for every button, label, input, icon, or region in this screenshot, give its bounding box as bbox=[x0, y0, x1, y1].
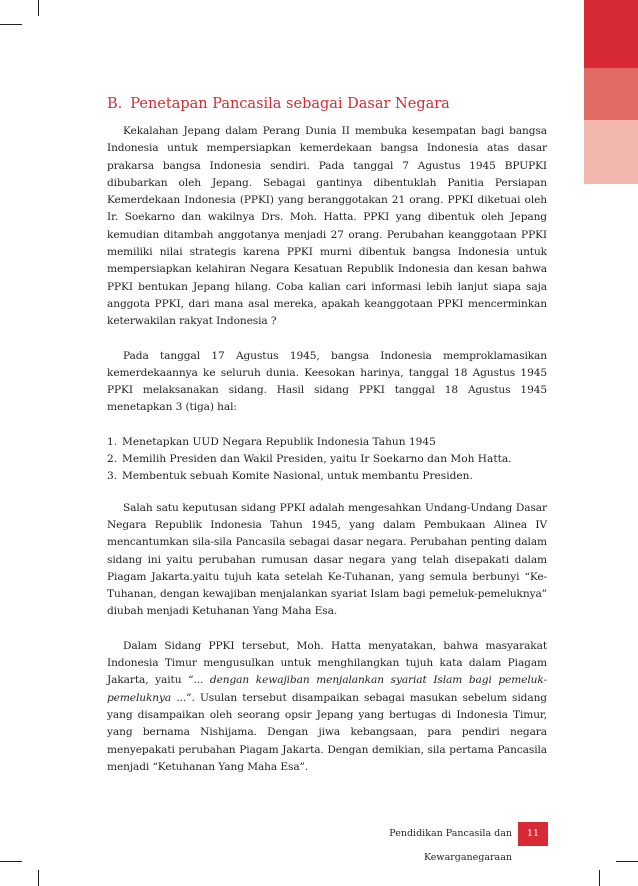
paragraph-4: Dalam Sidang PPKI tersebut, Moh. Hatta menyatakan, bahwa masyarakat Indonesia Timur mengusulkan untuk menghilangkan tujuh kata dalam Piagam Jakarta, yaitu “... dengan kewajiban menjalankan syariat Islam bagi pemeluk-pemeluknya ...”. Usulan tersebut disampaikan sebagai masukan sebelum sidang yang disampaikan oleh seorang opsir Jepang yang bertugas di Indonesia Timur, yang bernama Nishijama. Dengan jiwa kebangsaan, para pendiri negara menyepakati perubahan Piagam Jakarta. Dengan demikian, sila pertama Pancasila menjadi “Ketuhanan Yang Maha Esa”. bbox=[107, 639, 548, 773]
crop-mark-tl-h bbox=[0, 24, 22, 25]
section-title: Penetapan Pancasila sebagai Dasar Negara bbox=[130, 96, 450, 112]
list-item: 2. Memilih Presiden dan Wakil Presiden, yaitu Ir Soekarno dan Moh Hatta. bbox=[107, 453, 512, 466]
crop-mark-bl-v bbox=[38, 870, 39, 886]
crop-mark-bl-h bbox=[0, 861, 22, 862]
italic-quote: ... dengan kewajiban menjalankan syariat Islam bagi pemeluk-pemeluknya ... bbox=[107, 674, 548, 704]
decision-list bbox=[107, 434, 547, 486]
paragraph-1-text: Kekalahan Jepang dalam Perang Dunia II membuka kesempatan bagi bangsa Indonesia untuk mempersiapkan kemerdekaan bangsa Indonesia atas dasar prakarsa bangsa Indonesia sendiri. Pada tanggal 7 Agustus 1945 BPUPKI dibubarkan oleh Jepang. Sebagai gantinya dibentuklah Panitia Persiapan Kemerdekaan Indonesia (PPKI) yang beranggotakan 21 orang. PPKI diketuai oleh Ir. Soekarno dan wakilnya Drs. Moh. Hatta. PPKI yang dibentuk oleh Jepang kemudian ditambah anggotanya menjadi 27 orang. Perubahan keanggotaan PPKI memiliki nilai strategis karena PPKI murni dibentuk bangsa Indonesia untuk mempersiapkan kelahiran Negara Kesatuan Republik Indonesia dan kesan bahwa PPKI bentukan Jepang hilang. Coba kalian cari informasi lebih lanjut siapa saja anggota PPKI, dari mana asal mereka, apakah keanggotaan PPKI mencerminkan keterwakilan rakyat Indonesia ? bbox=[107, 125, 547, 328]
footer-book-title: Pendidikan Pancasila dan Kewarganegaraan bbox=[389, 828, 512, 863]
list-item: 3. Membentuk sebuah Komite Nasional, untuk membantu Presiden. bbox=[107, 470, 473, 483]
section-heading bbox=[107, 96, 547, 112]
page-content bbox=[107, 96, 547, 793]
side-tab-pink bbox=[584, 120, 638, 184]
side-tab-red bbox=[584, 0, 638, 68]
paragraph-3 bbox=[107, 500, 547, 621]
page-number: 11 bbox=[518, 822, 548, 846]
paragraph-3-text: Salah satu keputusan sidang PPKI adalah mengesahkan Undang-Undang Dasar Negara Republik Indonesia Tahun 1945, yang dalam Pembukaan Alinea IV mencantumkan sila-sila Pancasila sebagai dasar negara. Perubahan penting dalam sidang ini yaitu perubahan rumusan dasar negara yang telah disepakati dalam Piagam Jakarta.yaitu tujuh kata setelah Ke-Tuhanan, yang semula berbunyi “Ke-Tuhanan, dengan kewajiban menjalankan syariat Islam bagi pemeluk-pemeluknya” diubah menjadi Ketuhanan Yang Maha Esa. bbox=[107, 501, 547, 618]
crop-mark-tl-v bbox=[38, 0, 39, 16]
side-tab-salmon bbox=[584, 68, 638, 120]
list-item: 1. Menetapkan UUD Negara Republik Indonesia Tahun 1945 bbox=[107, 435, 436, 448]
crop-mark-br-h bbox=[616, 861, 638, 862]
crop-mark-br-v bbox=[599, 870, 600, 886]
section-number: B. bbox=[107, 96, 123, 112]
paragraph-2 bbox=[107, 348, 547, 417]
paragraph-2-text: Pada tanggal 17 Agustus 1945, bangsa Indonesia memproklamasikan kemerdekaannya ke seluruh dunia. Keesokan harinya, tanggal 18 Agustus 1945 PPKI melaksanakan sidang. Hasil sidang PPKI tanggal 18 Agustus 1945 menetapkan 3 (tiga) hal: bbox=[107, 349, 547, 414]
paragraph-1 bbox=[107, 123, 547, 331]
